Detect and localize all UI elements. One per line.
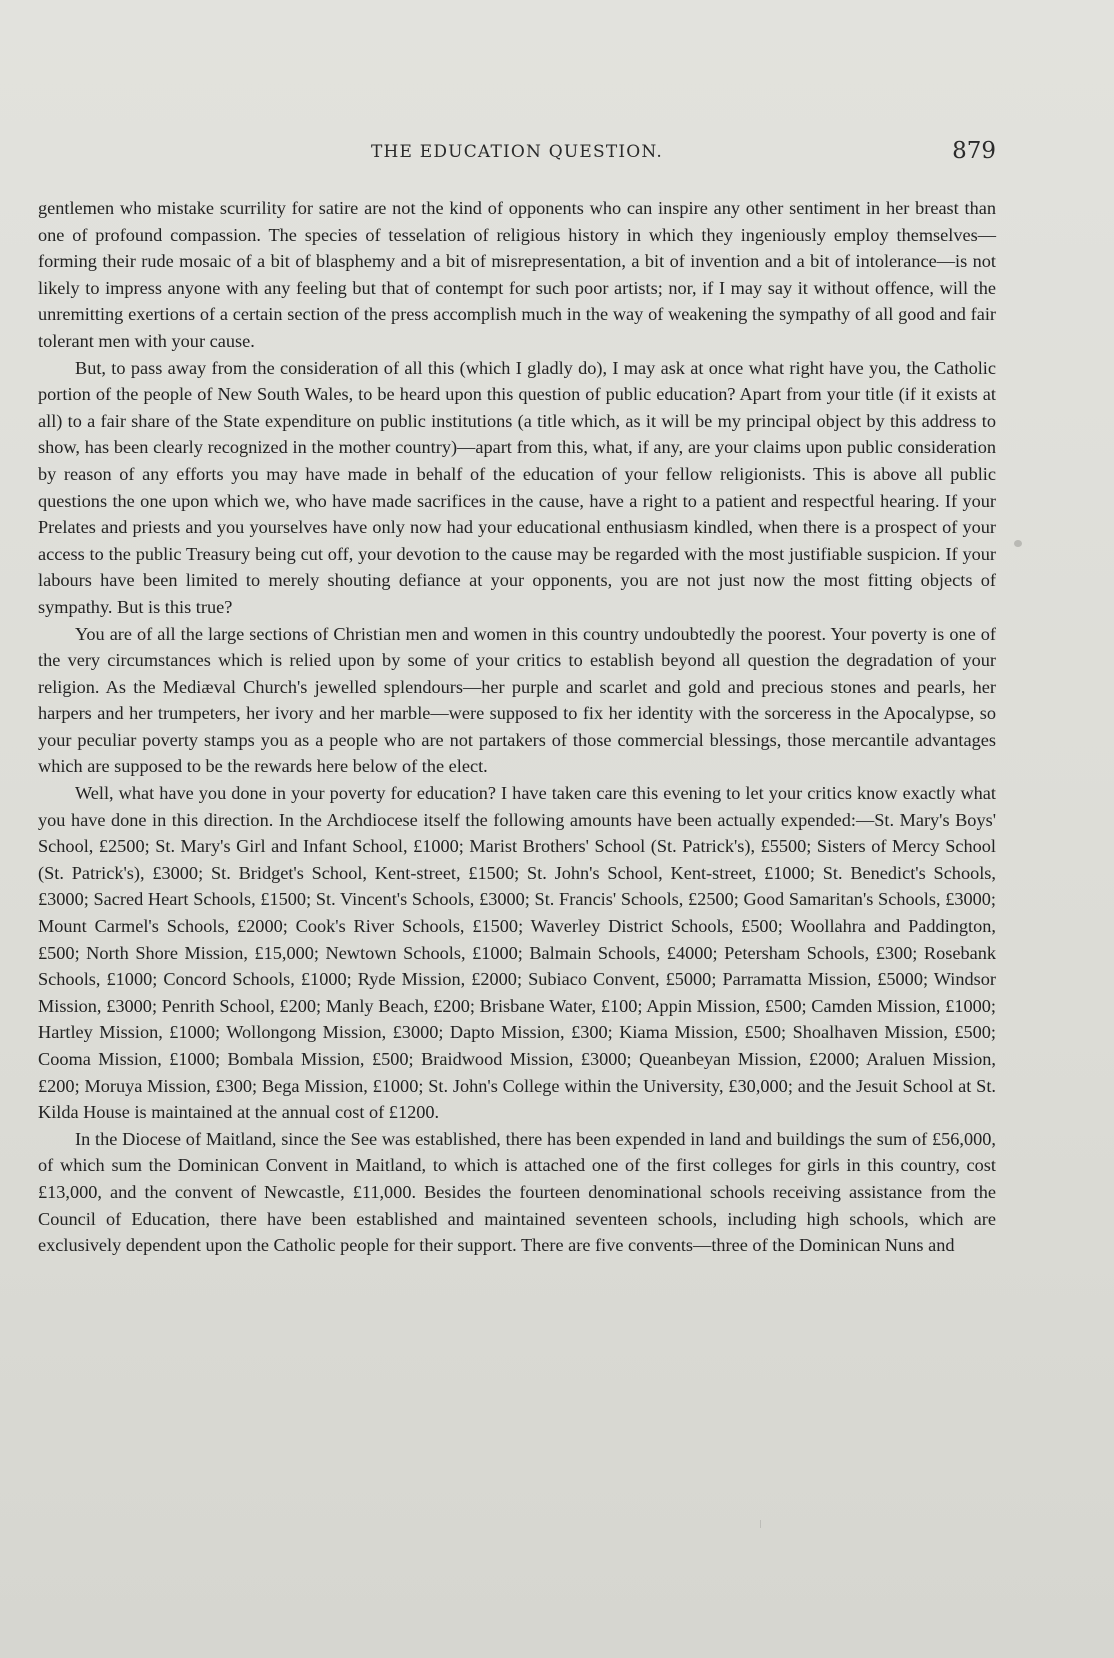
paragraph-1: gentlemen who mistake scurrility for satire are not the kind of opponents who can inspire any other sentiment in her breast than one of profound compassion. The species of tesselation of religious history in which they ingeniously employ themselves—forming their rude mosaic of a bit of blasphemy and a bit of misrepresentation, a bit of invention and a bit of intolerance—is not likely to impress anyone with any feeling but that of contempt for such poor artists; nor, if I may say it without offence, will the unremitting exertions of a certain section of the press accomplish much in the way of weakening the sympathy of all good and fair tolerant men with your cause. <box>38 198 996 351</box>
body-text <box>38 195 996 1259</box>
paper-mark <box>760 1520 761 1528</box>
page-number: 879 <box>952 138 996 164</box>
running-title: THE EDUCATION QUESTION. <box>370 142 664 162</box>
paragraph-3: You are of all the large sections of Christian men and women in this country undoubtedly the poorest. Your poverty is one of the very circumstances which is relied upon by some of your critics to establish beyond all question the degradation of your religion. As the Mediæval Church's jewelled splendours—her purple and scarlet and gold and precious stones and pearls, her harpers and her trumpeters, her ivory and her marble—were supposed to fix her identity with the sorceress in the Apocalypse, so your peculiar poverty stamps you as a people who are not partakers of those commercial blessings, those mercantile advantages which are supposed to be the rewards here below of the elect. <box>38 623 996 777</box>
paper-speck <box>1014 540 1022 547</box>
paragraph-2: But, to pass away from the consideration of all this (which I gladly do), I may ask at once what right have you, the Catholic portion of the people of New South Wales, to be heard upon this question of public education? Apart from your title (if it exists at all) to a fair share of the State expenditure on public institutions (a title which, as it will be my principal object by this address to show, has been clearly recognized in the mother country)—apart from this, what, if any, are your claims upon public consideration by reason of any efforts you may have made in behalf of the education of your fellow religionists. This is above all public questions the one upon which we, who have made sacrifices in the cause, have a right to a patient and respectful hearing. If your Prelates and priests and you yourselves have only now had your educational enthusiasm kindled, when there is a prospect of your access to the public Treasury being cut off, your devotion to the cause may be regarded with the most justifiable suspicion. If your labours have been limited to merely shouting defiance at your opponents, you are not just now the most fitting objects of sympathy. But is this true? <box>38 357 996 617</box>
paragraph-5: In the Diocese of Maitland, since the See was established, there has been expended in land and buildings the sum of £56,000, of which sum the Dominican Convent in Maitland, to which is attached one of the first colleges for girls in this country, cost £13,000, and the convent of Newcastle, £11,000. Besides the fourteen denominational schools receiving assistance from the Council of Education, there have been established and maintained seventeen schools, including high schools, which are exclusively dependent upon the Catholic people for their support. There are five convents—three of the Dominican Nuns and <box>38 1128 996 1256</box>
paragraph-4: Well, what have you done in your poverty for education? I have taken care this evening to let your critics know exactly what you have done in this direction. In the Archdiocese itself the following amounts have been actually expended:—St. Mary's Boys' School, £2500; St. Mary's Girl and Infant School, £1000; Marist Brothers' School (St. Patrick's), £5500; Sisters of Mercy School (St. Patrick's), £3000; St. Bridget's School, Kent-street, £1500; St. John's School, Kent-street, £1000; St. Benedict's Schools, £3000; Sacred Heart Schools, £1500; St. Vincent's Schools, £3000; St. Francis' Schools, £2500; Good Samaritan's Schools, £3000; Mount Carmel's Schools, £2000; Cook's River Schools, £1500; Waverley District Schools, £500; Woollahra and Paddington, £500; North Shore Mission, £15,000; Newtown Schools, £1000; Balmain Schools, £4000; Petersham Schools, £300; Rosebank Schools, £1000; Concord Schools, £1000; Ryde Mission, £2000; Subiaco Convent, £5000; Parramatta Mission, £5000; Windsor Mission, £3000; Penrith School, £200; Manly Beach, £200; Brisbane Water, £100; Appin Mission, £500; Camden Mission, £1000; Hartley Mission, £1000; Wollongong Mission, £3000; Dapto Mission, £300; Kiama Mission, £500; Shoalhaven Mission, £500; Cooma Mission, £1000; Bombala Mission, £500; Braidwood Mission, £3000; Queanbeyan Mission, £2000; Araluen Mission, £200; Moruya Mission, £300; Bega Mission, £1000; St. John's College within the University, £30,000; and the Jesuit School at St. Kilda House is maintained at the annual cost of £1200. <box>38 783 996 1123</box>
running-head <box>38 138 996 168</box>
